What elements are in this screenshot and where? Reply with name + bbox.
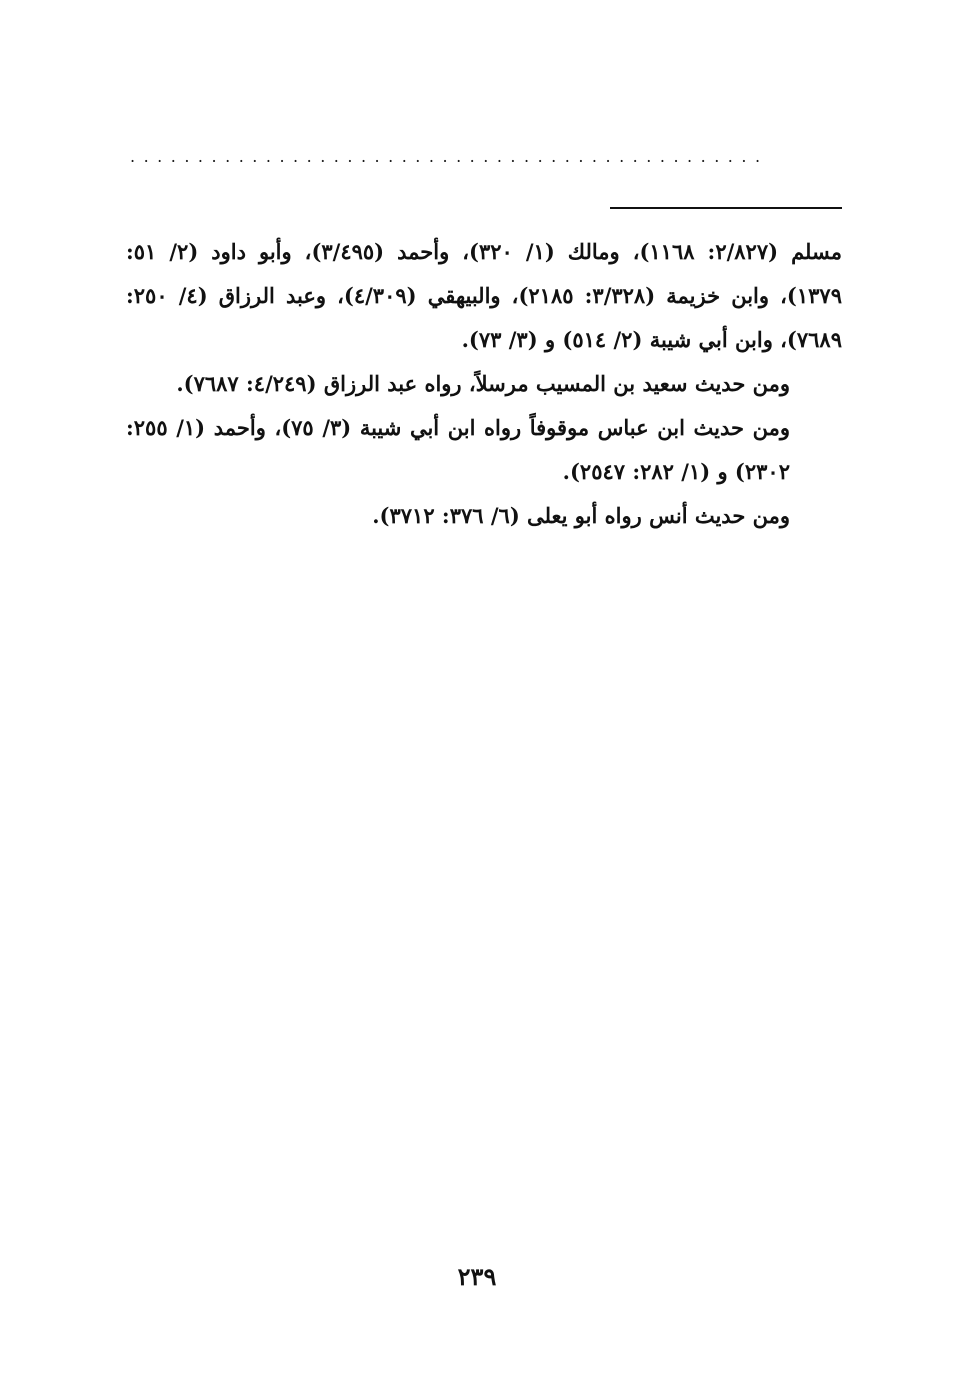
dotted-separator: ............................................... <box>130 150 769 164</box>
footnote-paragraph-2: ومن حديث سعيد بن المسيب مرسلاً، رواه عبد الرزاق (٤/٢٤٩: ٧٦٨٧). <box>176 371 790 396</box>
footnote-paragraph-4: ومن حديث أنس رواه أبو يعلى (٦/ ٣٧٦: ٣٧١٢). <box>372 503 790 528</box>
footnotes-block <box>126 230 842 538</box>
footnote-paragraph-1: مسلم (٢/٨٢٧: ١١٦٨)، ومالك (١/ ٣٢٠)، وأحمد (٣/٤٩٥)، وأبو داود (٢/ ٥١: ١٣٧٩)، وابن خزيمة (٣/٣٢٨: ٢١٨٥)، والبيهقي (٤/٣٠٩)، وعبد الرزاق (٤/ ٢٥٠: ٧٦٨٩)، وابن أبي شيبة (٢/ ٥١٤) و (٣/ ٧٣). <box>126 239 842 352</box>
footnote-paragraph-3: ومن حديث ابن عباس موقوفاً رواه ابن أبي شيبة (٣/ ٧٥)، وأحمد (١/ ٢٥٥: ٢٣٠٢) و (١/ ٢٨٢: ٢٥٤٧). <box>126 415 790 484</box>
footnote-rule <box>610 207 842 209</box>
page-number: ٢٣٩ <box>457 1262 497 1291</box>
